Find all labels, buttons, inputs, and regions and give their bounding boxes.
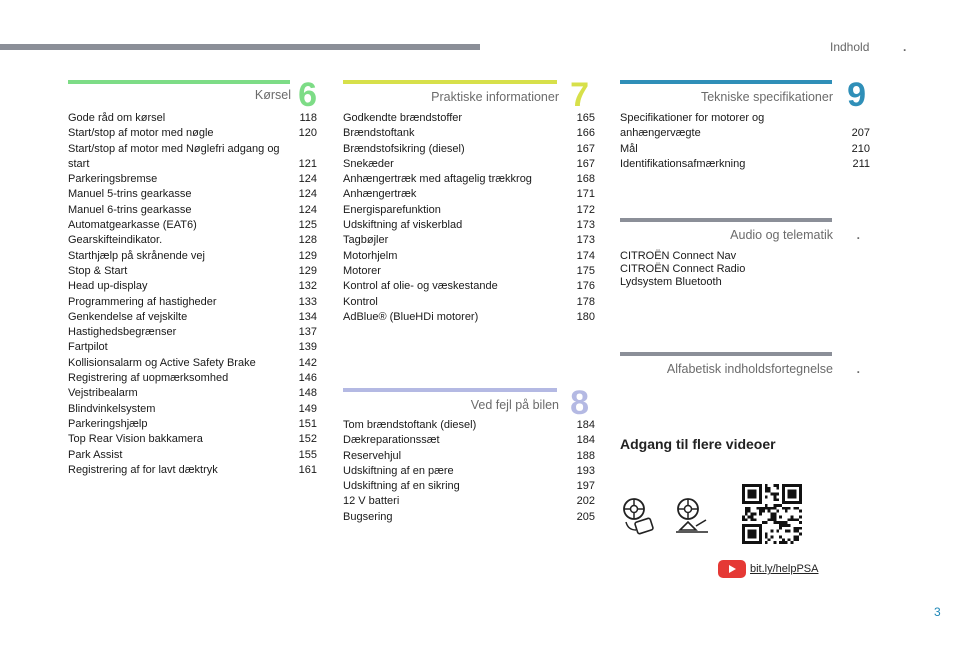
toc-row[interactable] — [343, 494, 595, 509]
toc-list — [343, 111, 595, 325]
toc-page: 166 — [576, 127, 595, 140]
section-bar — [343, 388, 557, 392]
top-decorative-bar — [0, 44, 480, 50]
toc-row[interactable] — [68, 279, 317, 294]
section-number: 6 — [298, 76, 317, 114]
toc-page: 167 — [576, 142, 595, 155]
toc-row[interactable] — [343, 449, 595, 464]
toc-label: Kollisionsalarm og Active Safety Brake — [68, 356, 256, 369]
toc-row[interactable] — [68, 386, 317, 401]
toc-row[interactable] — [68, 402, 317, 417]
toc-page: 178 — [576, 295, 595, 308]
toc-page: 180 — [576, 310, 595, 323]
section-number: 7 — [570, 76, 589, 114]
plain-list — [620, 250, 745, 289]
toc-page: 134 — [298, 310, 317, 323]
toc-label: Registrering af uopmærksomhed — [68, 372, 229, 385]
toc-row[interactable] — [68, 111, 317, 126]
toc-row[interactable] — [343, 187, 595, 202]
toc-page: 129 — [298, 264, 317, 277]
toc-label: Park Assist — [68, 448, 123, 461]
toc-row[interactable] — [343, 126, 595, 141]
toc-page: 165 — [576, 112, 595, 124]
section-audio — [620, 218, 870, 298]
toc-label: Manuel 5-trins gearkasse — [68, 188, 192, 201]
toc-label: Snekæder — [343, 157, 394, 170]
toc-row[interactable] — [343, 295, 595, 310]
toc-row[interactable] — [343, 172, 595, 187]
toc-label: Head up-display — [68, 280, 148, 293]
toc-page: 128 — [298, 234, 317, 247]
toc-row[interactable] — [68, 203, 317, 218]
toc-label: Brændstoftank — [343, 127, 415, 140]
toc-label: Start/stop af motor med Nøglefri adgang og start — [68, 142, 280, 170]
qr-code[interactable] — [742, 484, 802, 549]
toc-page: 121 — [298, 157, 317, 170]
section-7 — [343, 78, 595, 338]
toc-page: 202 — [576, 495, 595, 508]
toc-row[interactable] — [68, 295, 317, 310]
toc-row[interactable] — [68, 218, 317, 233]
videos-title: Adgang til flere videoer — [620, 436, 776, 452]
toc-label: Identifikationsafmærkning — [620, 157, 746, 170]
running-dot: . — [903, 40, 907, 54]
toc-list — [620, 111, 870, 172]
toc-row[interactable] — [620, 157, 870, 172]
toc-page: 124 — [298, 203, 317, 216]
toc-row[interactable] — [68, 172, 317, 187]
toc-label: Anhængertræk — [343, 188, 417, 201]
toc-page: 125 — [298, 219, 317, 232]
toc-row[interactable] — [343, 111, 595, 126]
toc-label: Tom brændstoftank (diesel) — [343, 419, 477, 431]
toc-page: 211 — [852, 157, 870, 170]
toc-page: 132 — [298, 280, 317, 293]
section-dot: . — [856, 362, 860, 376]
toc-row[interactable] — [343, 479, 595, 494]
toc-row[interactable] — [68, 325, 317, 340]
toc-label: Motorer — [343, 264, 381, 277]
section-title: Praktiske informationer — [431, 90, 559, 104]
toc-label: Parkeringsbremse — [68, 173, 158, 186]
toc-row[interactable] — [343, 264, 595, 279]
toc-page: 197 — [576, 480, 595, 493]
toc-row[interactable] — [620, 142, 870, 157]
toc-page: 173 — [576, 234, 595, 247]
toc-row[interactable] — [68, 417, 317, 432]
toc-row[interactable] — [68, 310, 317, 325]
toc-row[interactable] — [343, 142, 595, 157]
toc-label: Programmering af hastigheder — [68, 295, 217, 308]
toc-page: 184 — [576, 434, 595, 447]
toc-label: Kontrol — [343, 295, 378, 308]
section-title: Kørsel — [254, 88, 291, 102]
toc-label: Starthjælp på skrånende vej — [68, 249, 205, 262]
running-title: Indhold — [830, 40, 870, 54]
toc-label: AdBlue® (BlueHDi motorer) — [343, 310, 479, 323]
section-title: Alfabetisk indholdsfortegnelse — [666, 362, 833, 376]
toc-row[interactable] — [343, 310, 595, 325]
toc-page: 124 — [298, 173, 317, 186]
toc-label: 12 V batteri — [343, 495, 400, 508]
toc-page: 210 — [851, 142, 870, 155]
section-bar — [620, 80, 832, 84]
toc-label: Fartpilot — [68, 341, 108, 354]
toc-label: Parkeringshjælp — [68, 417, 148, 430]
toc-label: Genkendelse af vejskilte — [68, 310, 188, 323]
toc-label: Godkendte brændstoffer — [343, 112, 463, 124]
youtube-icon — [718, 560, 746, 578]
toc-page: 146 — [298, 372, 317, 385]
toc-label: Top Rear Vision bakkamera — [68, 433, 203, 446]
toc-row[interactable] — [68, 264, 317, 279]
toc-page: 167 — [576, 157, 595, 170]
toc-row[interactable] — [68, 463, 317, 478]
toc-label: Vejstribealarm — [68, 387, 138, 400]
section-6 — [68, 78, 317, 478]
toc-page: 120 — [298, 127, 317, 140]
section-title: Ved fejl på bilen — [470, 398, 559, 412]
toc-row[interactable] — [343, 279, 595, 294]
toc-row[interactable] — [68, 371, 317, 386]
toc-page: 118 — [299, 112, 317, 124]
toc-row[interactable] — [68, 448, 317, 463]
toc-row[interactable] — [68, 356, 317, 371]
tyre-repair-icon — [622, 496, 656, 541]
toc-label: Tagbøjler — [343, 234, 389, 247]
toc-label: Specifikationer for motorer og anhængervægte — [620, 112, 765, 140]
toc-label: Hastighedsbegrænser — [68, 326, 177, 339]
toc-list — [343, 418, 595, 525]
section-bar — [343, 80, 557, 84]
toc-page: 129 — [298, 249, 317, 262]
spare-wheel-icon — [674, 496, 710, 541]
section-dot: . — [856, 228, 860, 242]
section-bar — [68, 80, 290, 84]
toc-label: Dækreparationssæt — [343, 434, 440, 447]
toc-page: 184 — [576, 419, 595, 431]
toc-row[interactable] — [620, 111, 870, 142]
toc-label: Stop & Start — [68, 264, 128, 277]
toc-page: 205 — [576, 510, 595, 523]
toc-label: Udskiftning af en pære — [343, 464, 454, 477]
toc-label: Start/stop af motor med nøgle — [68, 127, 214, 140]
toc-label: Brændstofsikring (diesel) — [343, 142, 465, 155]
toc-page: 172 — [576, 203, 595, 216]
toc-page: 148 — [298, 387, 317, 400]
toc-page: 161 — [298, 463, 317, 476]
toc-page: 188 — [576, 449, 595, 462]
toc-label: Udskiftning af viskerblad — [343, 219, 463, 232]
toc-row[interactable] — [343, 233, 595, 248]
section-number: 9 — [847, 76, 866, 114]
toc-page: 168 — [576, 173, 595, 186]
toc-label: Bugsering — [343, 510, 393, 523]
section-number: 8 — [570, 384, 589, 422]
toc-row[interactable] — [68, 340, 317, 355]
toc-row[interactable] — [68, 126, 317, 141]
list-item: Lydsystem Bluetooth — [620, 276, 722, 288]
toc-list — [68, 111, 317, 478]
toc-page: 193 — [576, 464, 595, 477]
list-item: CITROËN Connect Nav — [620, 250, 737, 262]
toc-row[interactable] — [343, 249, 595, 264]
toc-row[interactable] — [343, 418, 595, 433]
toc-label: Automatgearkasse (EAT6) — [68, 219, 197, 232]
toc-label: Blindvinkelsystem — [68, 402, 156, 415]
section-bar — [620, 218, 832, 222]
section-9 — [620, 78, 870, 178]
toc-page: 155 — [298, 448, 317, 461]
toc-label: Motorhjelm — [343, 249, 398, 262]
page-number: 3 — [934, 605, 941, 619]
toc-label: Mål — [620, 142, 638, 155]
toc-row[interactable] — [68, 187, 317, 202]
toc-row[interactable] — [343, 433, 595, 448]
toc-page: 133 — [298, 295, 317, 308]
toc-row[interactable] — [343, 464, 595, 479]
toc-page: 151 — [298, 417, 317, 430]
toc-page: 142 — [298, 356, 317, 369]
toc-page: 207 — [851, 127, 870, 140]
toc-row[interactable] — [343, 157, 595, 172]
toc-page: 149 — [298, 402, 317, 415]
toc-page: 139 — [298, 341, 317, 354]
toc-page: 152 — [298, 433, 317, 446]
toc-label: Udskiftning af en sikring — [343, 480, 460, 493]
help-link[interactable] — [718, 560, 818, 578]
toc-label: Gode råd om kørsel — [68, 112, 166, 124]
toc-label: Kontrol af olie- og væskestande — [343, 280, 498, 293]
section-title: Audio og telematik — [730, 228, 833, 242]
toc-row[interactable] — [68, 432, 317, 447]
toc-label: Reservehjul — [343, 449, 402, 462]
toc-page: 171 — [576, 188, 595, 201]
toc-row[interactable] — [343, 203, 595, 218]
toc-label: Manuel 6-trins gearkasse — [68, 203, 192, 216]
toc-page: 175 — [576, 264, 595, 277]
toc-label: Anhængertræk med aftagelig trækkrog — [343, 173, 532, 186]
list-item: CITROËN Connect Radio — [620, 263, 746, 275]
toc-row[interactable] — [68, 249, 317, 264]
section-bar — [620, 352, 832, 356]
toc-row[interactable] — [343, 218, 595, 233]
section-title: Tekniske specifikationer — [700, 90, 833, 104]
toc-label: Registrering af for lavt dæktryk — [68, 463, 218, 476]
toc-row[interactable] — [68, 142, 317, 173]
help-link-text[interactable]: bit.ly/helpPSA — [750, 563, 819, 575]
toc-page: 176 — [576, 280, 595, 293]
toc-row[interactable] — [343, 510, 595, 525]
toc-page: 174 — [576, 249, 595, 262]
toc-label: Energisparefunktion — [343, 203, 441, 216]
toc-row[interactable] — [68, 233, 317, 248]
section-8 — [343, 386, 595, 526]
toc-label: Gearskifteindikator. — [68, 234, 163, 247]
section-index — [620, 352, 870, 382]
toc-page: 137 — [298, 326, 317, 339]
toc-page: 173 — [576, 219, 595, 232]
toc-page: 124 — [298, 188, 317, 201]
